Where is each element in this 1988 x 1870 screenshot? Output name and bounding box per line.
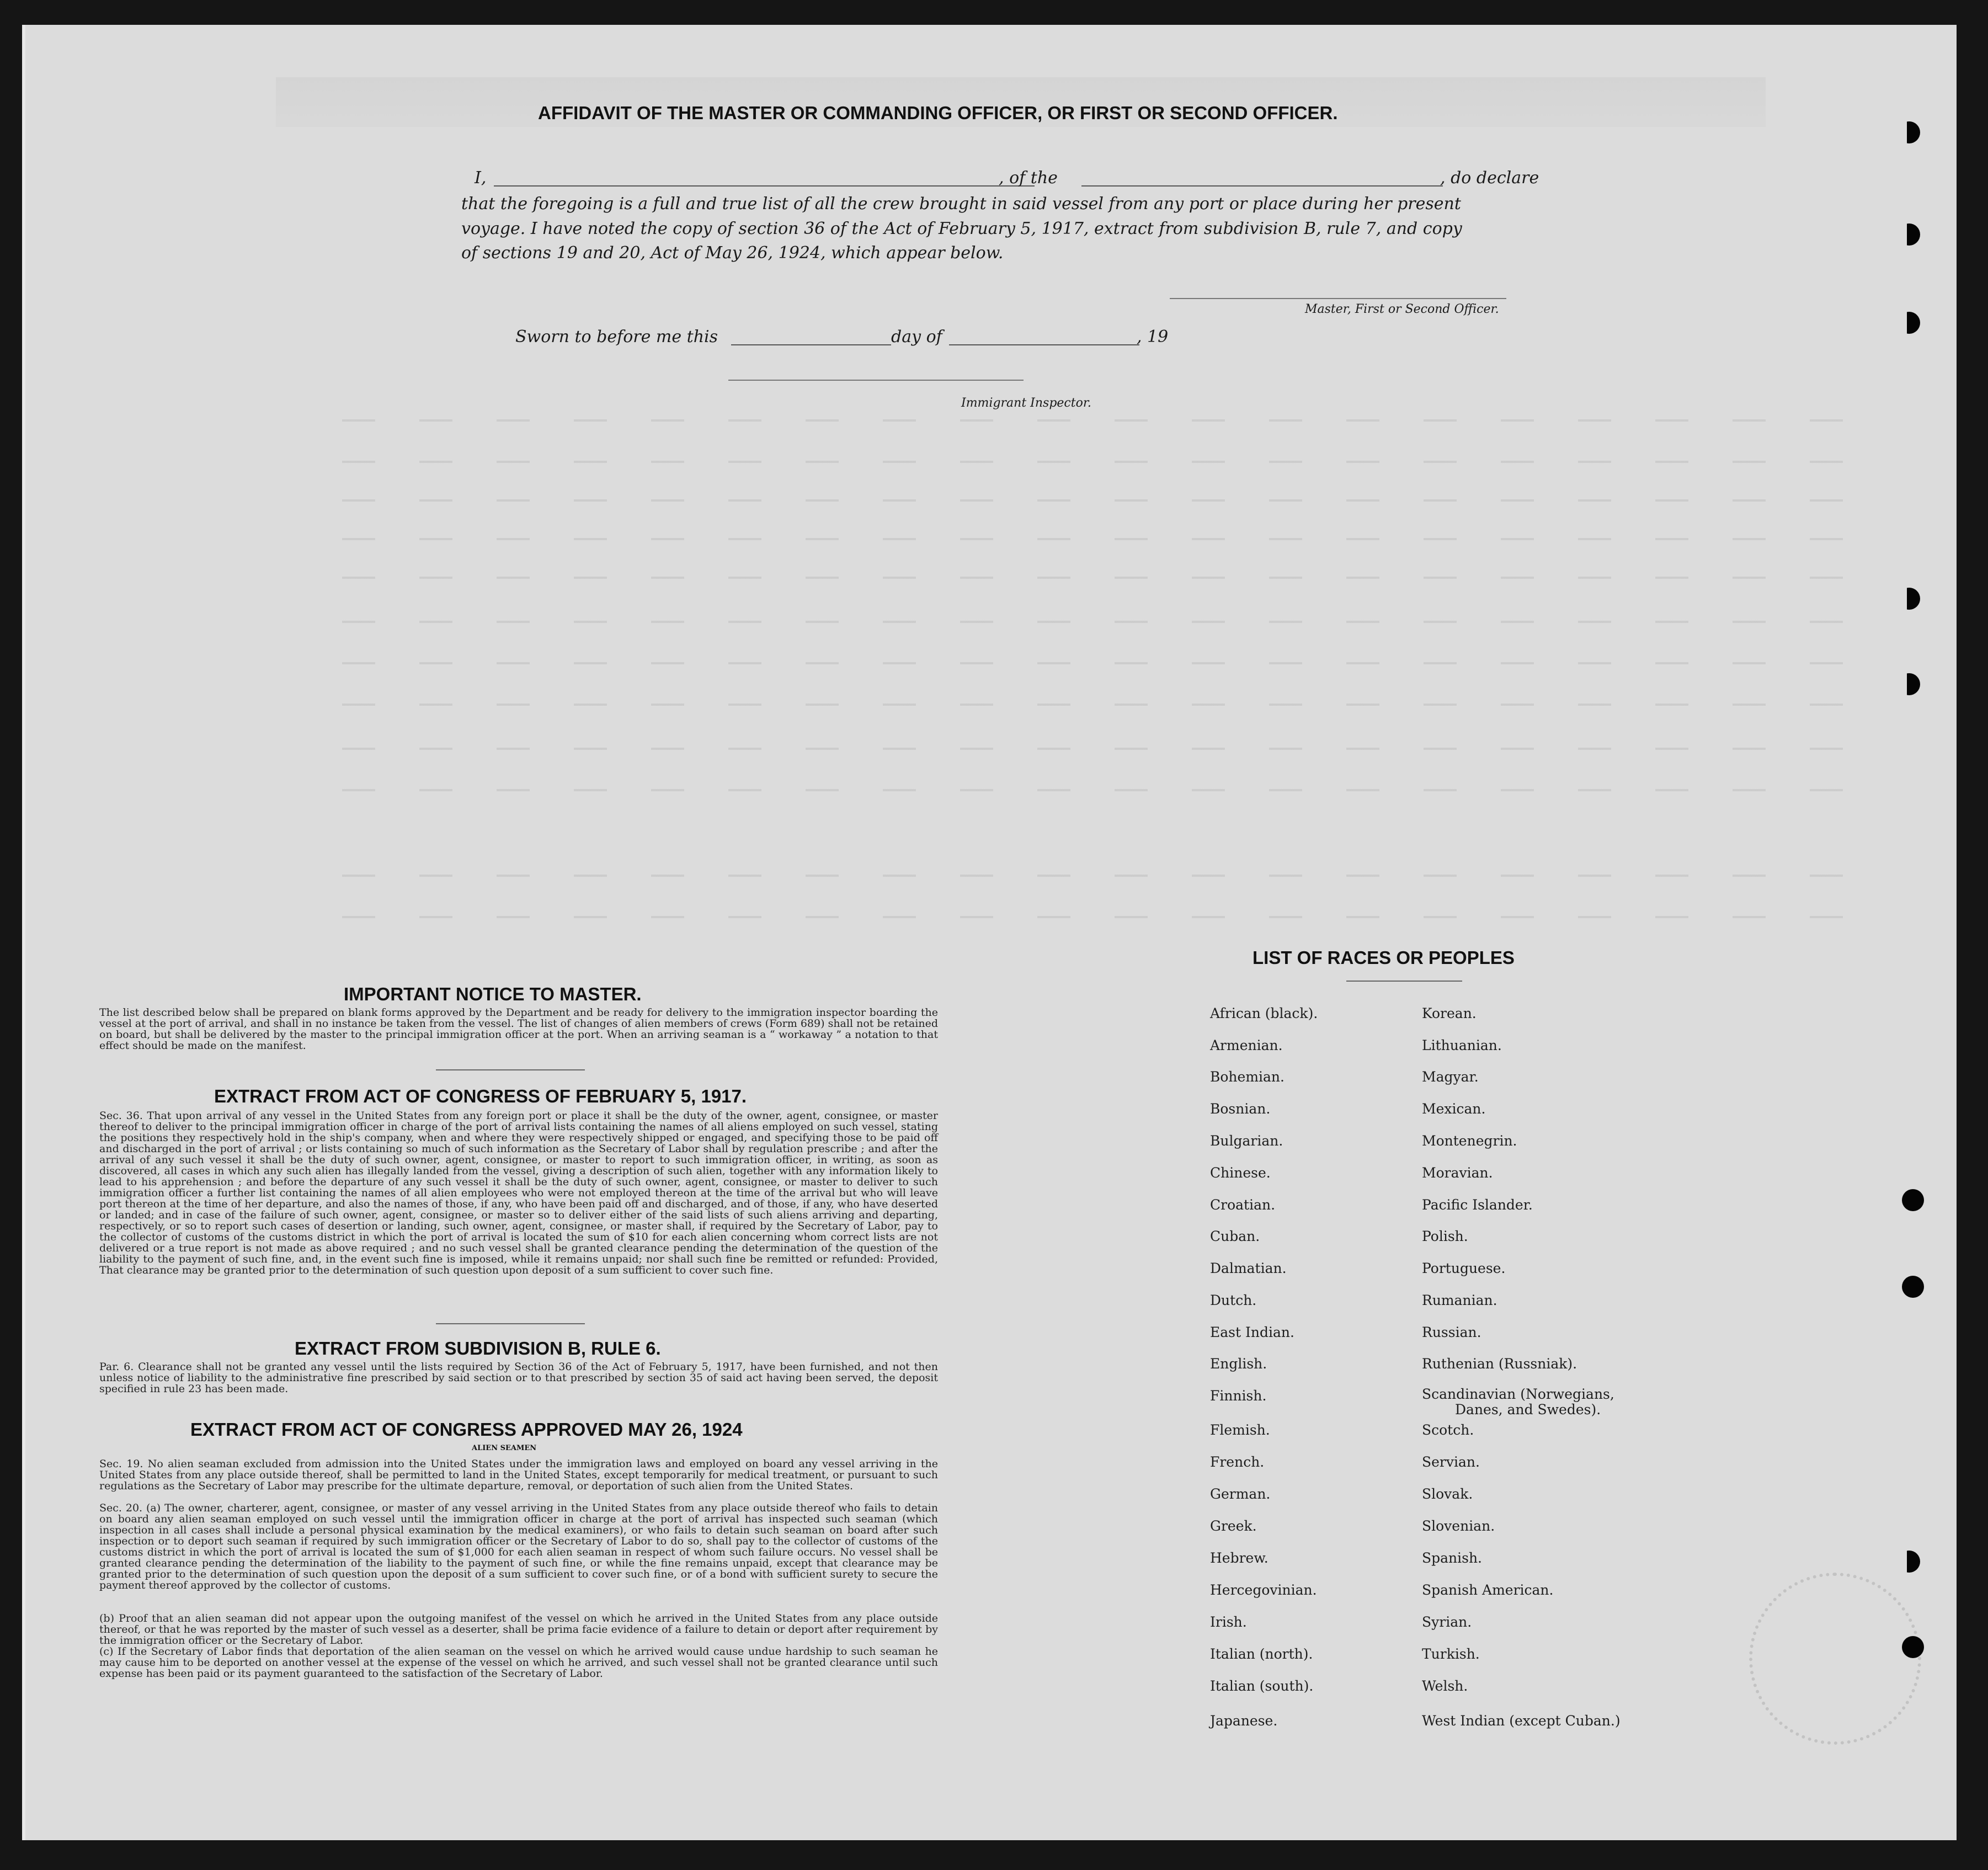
race-item: Dutch.: [1210, 1292, 1257, 1308]
bleed-through-row: [342, 748, 1887, 750]
race-item: Slovak.: [1422, 1486, 1473, 1502]
race-item: Polish.: [1422, 1228, 1468, 1244]
race-item: Hebrew.: [1210, 1550, 1269, 1566]
vessel-name-field[interactable]: [1081, 185, 1443, 187]
race-item: Flemish.: [1210, 1422, 1270, 1438]
bleed-through-row: [342, 499, 1887, 502]
races-title: LIST OF RACES OR PEOPLES: [1253, 947, 1515, 968]
binder-hole-icon: [1898, 223, 1920, 246]
inspector-signature-field[interactable]: [728, 380, 1024, 381]
binder-hole-icon: [1898, 588, 1920, 610]
race-item: Bohemian.: [1210, 1069, 1285, 1085]
race-item: Japanese.: [1210, 1713, 1278, 1729]
bleed-through-row: [342, 662, 1887, 664]
binder-hole-icon: [1898, 312, 1920, 334]
race-item: Mexican.: [1422, 1101, 1486, 1117]
act-1917-body: Sec. 36. That upon arrival of any vessel in the United States from any foreign port or place it shall be the duty of the owner, agent, consignee, or master thereof to deliver to the principal immigration officer in charge of the port of arrival lists containing the names of all aliens employed on such vessel, stating the positions they respectively hold in the ship's company, when and where they were respectively shipped or engaged, and specifying those to be paid off and discharged in the port of arrival ; or lists containing so much of such information as the Secretary of Labor shall by regulation prescribe ; and after the arrival of any such vessel it shall be the duty of such owner, agent, consignee, or master to report to such immigration officer, in writing, as soon as discovered, all cases in which any such alien has illegally landed from the vessel, giving a description of such alien, together with any information likely to lead to his apprehension ; and before the departure of any such vessel it shall be the duty of such owner, agent, consignee, or master to deliver to such immigration officer a further list containing the names of all alien employees who were not employed thereon at the time of the arrival but who will leave port thereon at the time of her departure, and also the names of those, if any, who have been paid off and discharged, and of those, if any, who have deserted or landed; and in case of the failure of such owner, agent, consignee, or master so to deliver either of the said lists of such aliens arriving and departing, respectively, or so to report such cases of desertion or landing, such owner, agent, consignee, or master shall, if required by the Secretary of Labor, pay to the collector of customs of the customs district in which the port of arrival is located the sum of $10 for each alien concerning whom correct lists are not delivered or a true report is not made as above required ; and no such vessel shall be granted clearance pending the determination of the question of the liability to the payment of such fine, and, in the event such fine is imposed, while it remains unpaid; nor shall such fine be remitted or refunded: Provided, That clearance may be granted prior to the determination of such question upon deposit of a sum sufficient to cover such fine.: [99, 1110, 938, 1276]
notice-body: The list described below shall be prepared on blank forms approved by the Department and be ready for delivery to the immigration inspector boarding the vessel at the port of arrival, and shall in no instance be taken from the vessel. The list of changes of alien members of crews (Form 689) shall not be retained on board, but shall be delivered by the master to the principal immigration officer at the port. When an arriving seaman is a “ workaway ” a notation to that effect should be made on the manifest.: [99, 1006, 938, 1052]
section-20a-body: Sec. 20. (a) The owner, charterer, agent, consignee, or master of any vessel arriving in the United States from any place outside thereof who fails to detain on board any alien seaman employed on such vessel until the immigration officer in charge at the port of arrival has inspected such seaman (which inspection in all cases shall include a personal physical examination by the medical examiners), or who fails to detain such seaman on board after such inspection or to deport such seaman if required by such immigration officer or the Secretary of Labor to do so, shall pay to the collector of customs of the customs district in which the port of arrival is located the sum of $1,000 for each alien seaman in respect of whom such failure occurs. No vessel shall be granted clearance pending the determination of the liability to the payment of such fine, or while the fine remains unpaid, except that clearance may be granted prior to the determination of such question upon the deposit of a sum sufficient to cover such fine, or of a bond with sufficient surety to secure the payment thereof approved by the collector of customs.: [99, 1502, 938, 1591]
master-signature-label: Master, First or Second Officer.: [1305, 302, 1499, 316]
section-20b-body: (b) Proof that an alien seaman did not appear upon the outgoing manifest of the vessel on which he arrived in the United States from any place outside thereof, or that he was reported by the master of such vessel as a deserter, shall be prima facie evidence of a failure to detain or deport after requirement by the immigration officer or the Secretary of Labor.: [99, 1612, 938, 1647]
race-item: Spanish.: [1422, 1550, 1483, 1566]
race-item: Croatian.: [1210, 1197, 1276, 1213]
race-item: Rumanian.: [1422, 1292, 1497, 1308]
bleed-through-row: [342, 621, 1887, 623]
race-item: Magyar.: [1422, 1069, 1479, 1085]
race-item: Dalmatian.: [1210, 1260, 1287, 1276]
race-item: English.: [1210, 1356, 1267, 1372]
bleed-through-row: [342, 916, 1887, 918]
race-item: African (black).: [1210, 1005, 1318, 1021]
race-item-continued: Danes, and Swedes).: [1455, 1402, 1601, 1418]
race-item: Servian.: [1422, 1454, 1480, 1470]
bleed-through-row: [342, 538, 1887, 540]
day-of-label: day of: [891, 327, 942, 347]
race-item: Ruthenian (Russniak).: [1422, 1356, 1577, 1372]
race-item: Slovenian.: [1422, 1518, 1495, 1534]
race-item: Italian (south).: [1210, 1678, 1314, 1694]
race-item: Moravian.: [1422, 1165, 1493, 1181]
declarant-label: I,: [475, 168, 487, 188]
rule-6-body: Par. 6. Clearance shall not be granted any vessel until the lists required by Section 36 of the Act of February 5, 1917, have been furnished, and not then unless notice of liability to the administrative fine prescribed by said section or to that prescribed by section 35 of said act having been served, the deposit specified in rule 23 has been made.: [99, 1361, 938, 1395]
bleed-through-row: [342, 789, 1887, 791]
faint-stamp-seal: [1749, 1573, 1921, 1745]
section-20c-body: (c) If the Secretary of Labor finds that deportation of the alien seaman on the vessel on which he arrived would cause undue hardship to such seaman he may cause him to be deported on another vessel at the expense of the vessel on which he arrived, and such vessel shall not be granted clearance until such expense has been paid or its payment guaranteed to the satisfaction of the Secretary of Labor.: [99, 1645, 938, 1680]
bleed-through-row: [342, 875, 1887, 877]
race-item: Montenegrin.: [1422, 1133, 1517, 1149]
race-item: Hercegovinian.: [1210, 1582, 1317, 1598]
act-1917-title: EXTRACT FROM ACT OF CONGRESS OF FEBRUARY 5, 1917.: [214, 1086, 747, 1106]
notice-title: IMPORTANT NOTICE TO MASTER.: [344, 984, 642, 1004]
race-item: Irish.: [1210, 1614, 1247, 1630]
race-item: Cuban.: [1210, 1228, 1260, 1244]
section-divider: [436, 1323, 585, 1324]
vessel-label: , of the: [999, 168, 1058, 188]
inspector-label: Immigrant Inspector.: [961, 396, 1091, 410]
race-item: Armenian.: [1210, 1037, 1283, 1053]
binder-hole-icon: [1898, 121, 1920, 143]
bleed-through-row: [342, 577, 1887, 579]
race-item: Greek.: [1210, 1518, 1257, 1534]
declare-text: , do declare: [1440, 168, 1539, 188]
race-item: Syrian.: [1422, 1614, 1472, 1630]
affidavit-line-2: voyage. I have noted the copy of section 36 of the Act of February 5, 1917, extract from subdivision B, rule 7, and copy: [461, 219, 1462, 238]
race-item: Italian (north).: [1210, 1646, 1313, 1662]
race-item: Scotch.: [1422, 1422, 1474, 1438]
binder-hole-icon: [1898, 1551, 1920, 1573]
race-item: Spanish American.: [1422, 1582, 1554, 1598]
binder-hole-icon: [1898, 673, 1920, 695]
race-item: West Indian (except Cuban.): [1422, 1713, 1621, 1729]
binder-hole-icon: [1902, 1636, 1924, 1658]
race-item: Welsh.: [1422, 1678, 1468, 1694]
year-label: , 19: [1137, 327, 1169, 347]
section-19-body: Sec. 19. No alien seaman excluded from admission into the United States under the immigration laws and employed on board any vessel arriving in the United States from any place outside thereof, shall be permitted to land in the United States, except temporarily for medical treatment, or pursuant to such regulations as the Secretary of Labor may prescribe for the ultimate departure, removal, or deportation of such alien from the United States.: [99, 1458, 938, 1492]
section-divider: [436, 1069, 585, 1070]
affidavit-title: AFFIDAVIT OF THE MASTER OR COMMANDING OFFICER, OR FIRST OR SECOND OFFICER.: [538, 103, 1338, 123]
race-item: Finnish.: [1210, 1388, 1267, 1404]
race-item: Bulgarian.: [1210, 1133, 1283, 1149]
race-item: Bosnian.: [1210, 1101, 1271, 1117]
race-item: French.: [1210, 1454, 1265, 1470]
binder-hole-icon: [1902, 1276, 1924, 1298]
binder-hole-icon: [1902, 1189, 1924, 1211]
act-1924-title: EXTRACT FROM ACT OF CONGRESS APPROVED MAY 26, 1924: [190, 1419, 743, 1440]
race-item: Pacific Islander.: [1422, 1197, 1533, 1213]
sworn-label: Sworn to before me this: [515, 327, 718, 347]
master-signature-field[interactable]: [1170, 298, 1506, 299]
race-item: Korean.: [1422, 1005, 1477, 1021]
bleed-through-row: [342, 419, 1887, 422]
affidavit-line-1: that the foregoing is a full and true list of all the crew brought in said vessel from any port or place during her present: [461, 194, 1461, 214]
affidavit-line-3: of sections 19 and 20, Act of May 26, 1924, which appear below.: [461, 243, 1004, 263]
race-item: Turkish.: [1422, 1646, 1480, 1662]
race-item: Chinese.: [1210, 1165, 1271, 1181]
bleed-through-row: [342, 704, 1887, 706]
race-item: Portuguese.: [1422, 1260, 1506, 1276]
rule-6-title: EXTRACT FROM SUBDIVISION B, RULE 6.: [295, 1338, 661, 1358]
race-item: East Indian.: [1210, 1324, 1294, 1340]
race-item: Russian.: [1422, 1324, 1481, 1340]
race-item: Scandinavian (Norwegians,: [1422, 1386, 1614, 1402]
bleed-through-row: [342, 461, 1887, 463]
declarant-name-field[interactable]: [494, 185, 1035, 187]
act-1924-subtitle: ALIEN SEAMEN: [472, 1444, 537, 1452]
race-item: Lithuanian.: [1422, 1037, 1502, 1053]
sworn-month-field[interactable]: [949, 344, 1139, 345]
race-item: German.: [1210, 1486, 1271, 1502]
sworn-day-field[interactable]: [731, 344, 891, 345]
races-divider: [1346, 981, 1462, 982]
